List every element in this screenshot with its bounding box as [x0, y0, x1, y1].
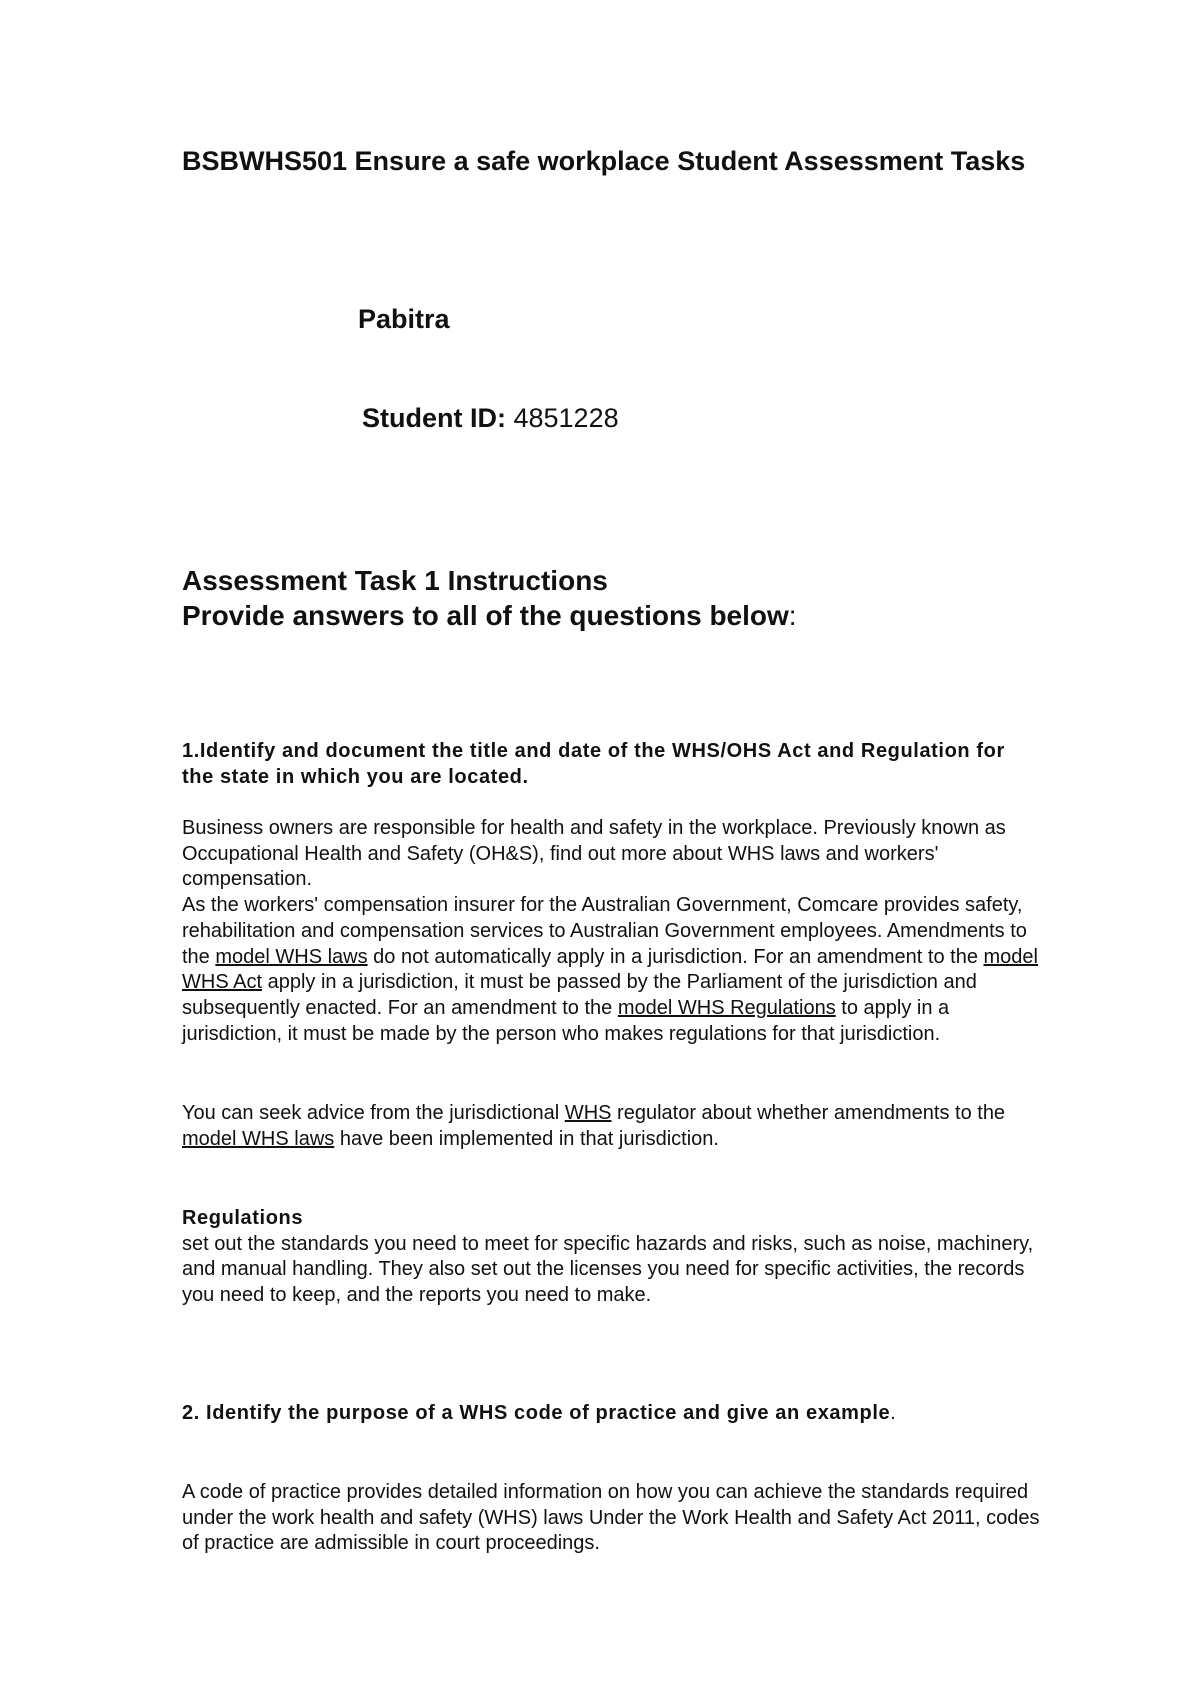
instructions-subtitle [182, 598, 1082, 633]
q1-p3-text-a: You can seek advice from the jurisdictional [182, 1102, 565, 1124]
q1-p2-text-d: to apply in a jurisdiction, it must be made by the person who makes regulations for that jurisdiction. [182, 996, 950, 1045]
instructions-heading [182, 563, 1082, 633]
q1-p2-text-c: apply in a jurisdiction, it must be passed by the Parliament of the jurisdiction and subsequently enacted. For an amendment to the [182, 971, 977, 1019]
instructions-colon: : [788, 600, 797, 631]
q1-p3-text-b: regulator about whether amendments to the [611, 1102, 1006, 1124]
student-id-label: Student ID: [362, 403, 506, 433]
q1-paragraph-2 [182, 893, 1042, 1047]
document-title: BSBWHS501 Ensure a safe workplace Student Assessment Tasks [182, 146, 1026, 176]
question-1: 1.Identify and document the title and date of the WHS/OHS Act and Regulation for the state in which you are located. [182, 740, 1005, 788]
regulations-heading: Regulations [182, 1207, 304, 1229]
question-2 [182, 1400, 1042, 1426]
link-whs[interactable]: WHS [564, 1102, 612, 1124]
q1-paragraph-3 [182, 1101, 1042, 1152]
q2-answer: A code of practice provides detailed information on how you can achieve the standards required under the work health and safety (WHS) laws Under the Work Health and Safety Act 2011, codes of practice are admissible in court proceedings. [182, 1481, 1040, 1555]
question-2-period: . [890, 1402, 897, 1424]
regulations-section [182, 1206, 1042, 1309]
link-model-whs-regulations[interactable]: model WHS Regulations [617, 996, 836, 1019]
q1-p2-text-a: As the workers' compensation insurer for the Australian Government, Comcare provides safety, rehabilitation and compensation services to Australian Government employees. Amendments to the [182, 894, 1027, 968]
instructions-subtitle-text: Provide answers to all of the questions below [182, 600, 789, 631]
question-2-text: 2. Identify the purpose of a WHS code of practice and give an example [182, 1402, 891, 1424]
q1-answer [182, 816, 1042, 1047]
link-model-whs-act[interactable]: model WHS Act [182, 945, 1038, 994]
student-id-value: 4851228 [505, 403, 619, 433]
regulations-text: set out the standards you need to meet for specific hazards and risks, such as noise, machinery, and manual handling. They also set out the licenses you need for specific activities, the records you need to keep, and the reports you need to make. [182, 1232, 1034, 1307]
q1-p2-text-b: do not automatically apply in a jurisdiction. For an amendment to the [367, 945, 984, 968]
instructions-title: Assessment Task 1 Instructions [182, 565, 608, 596]
student-name: Pabitra [358, 304, 450, 334]
link-model-whs-laws[interactable]: model WHS laws [215, 945, 368, 968]
q1-p3-text-c: have been implemented in that jurisdiction. [334, 1127, 719, 1150]
link-model-whs-laws-2[interactable]: model WHS laws [182, 1127, 335, 1150]
q1-paragraph-1: Business owners are responsible for health and safety in the workplace. Previously known as Occupational Health and Safety (OH&S), find out more about WHS laws and workers' compensation. [182, 817, 1006, 891]
student-id [362, 403, 619, 434]
